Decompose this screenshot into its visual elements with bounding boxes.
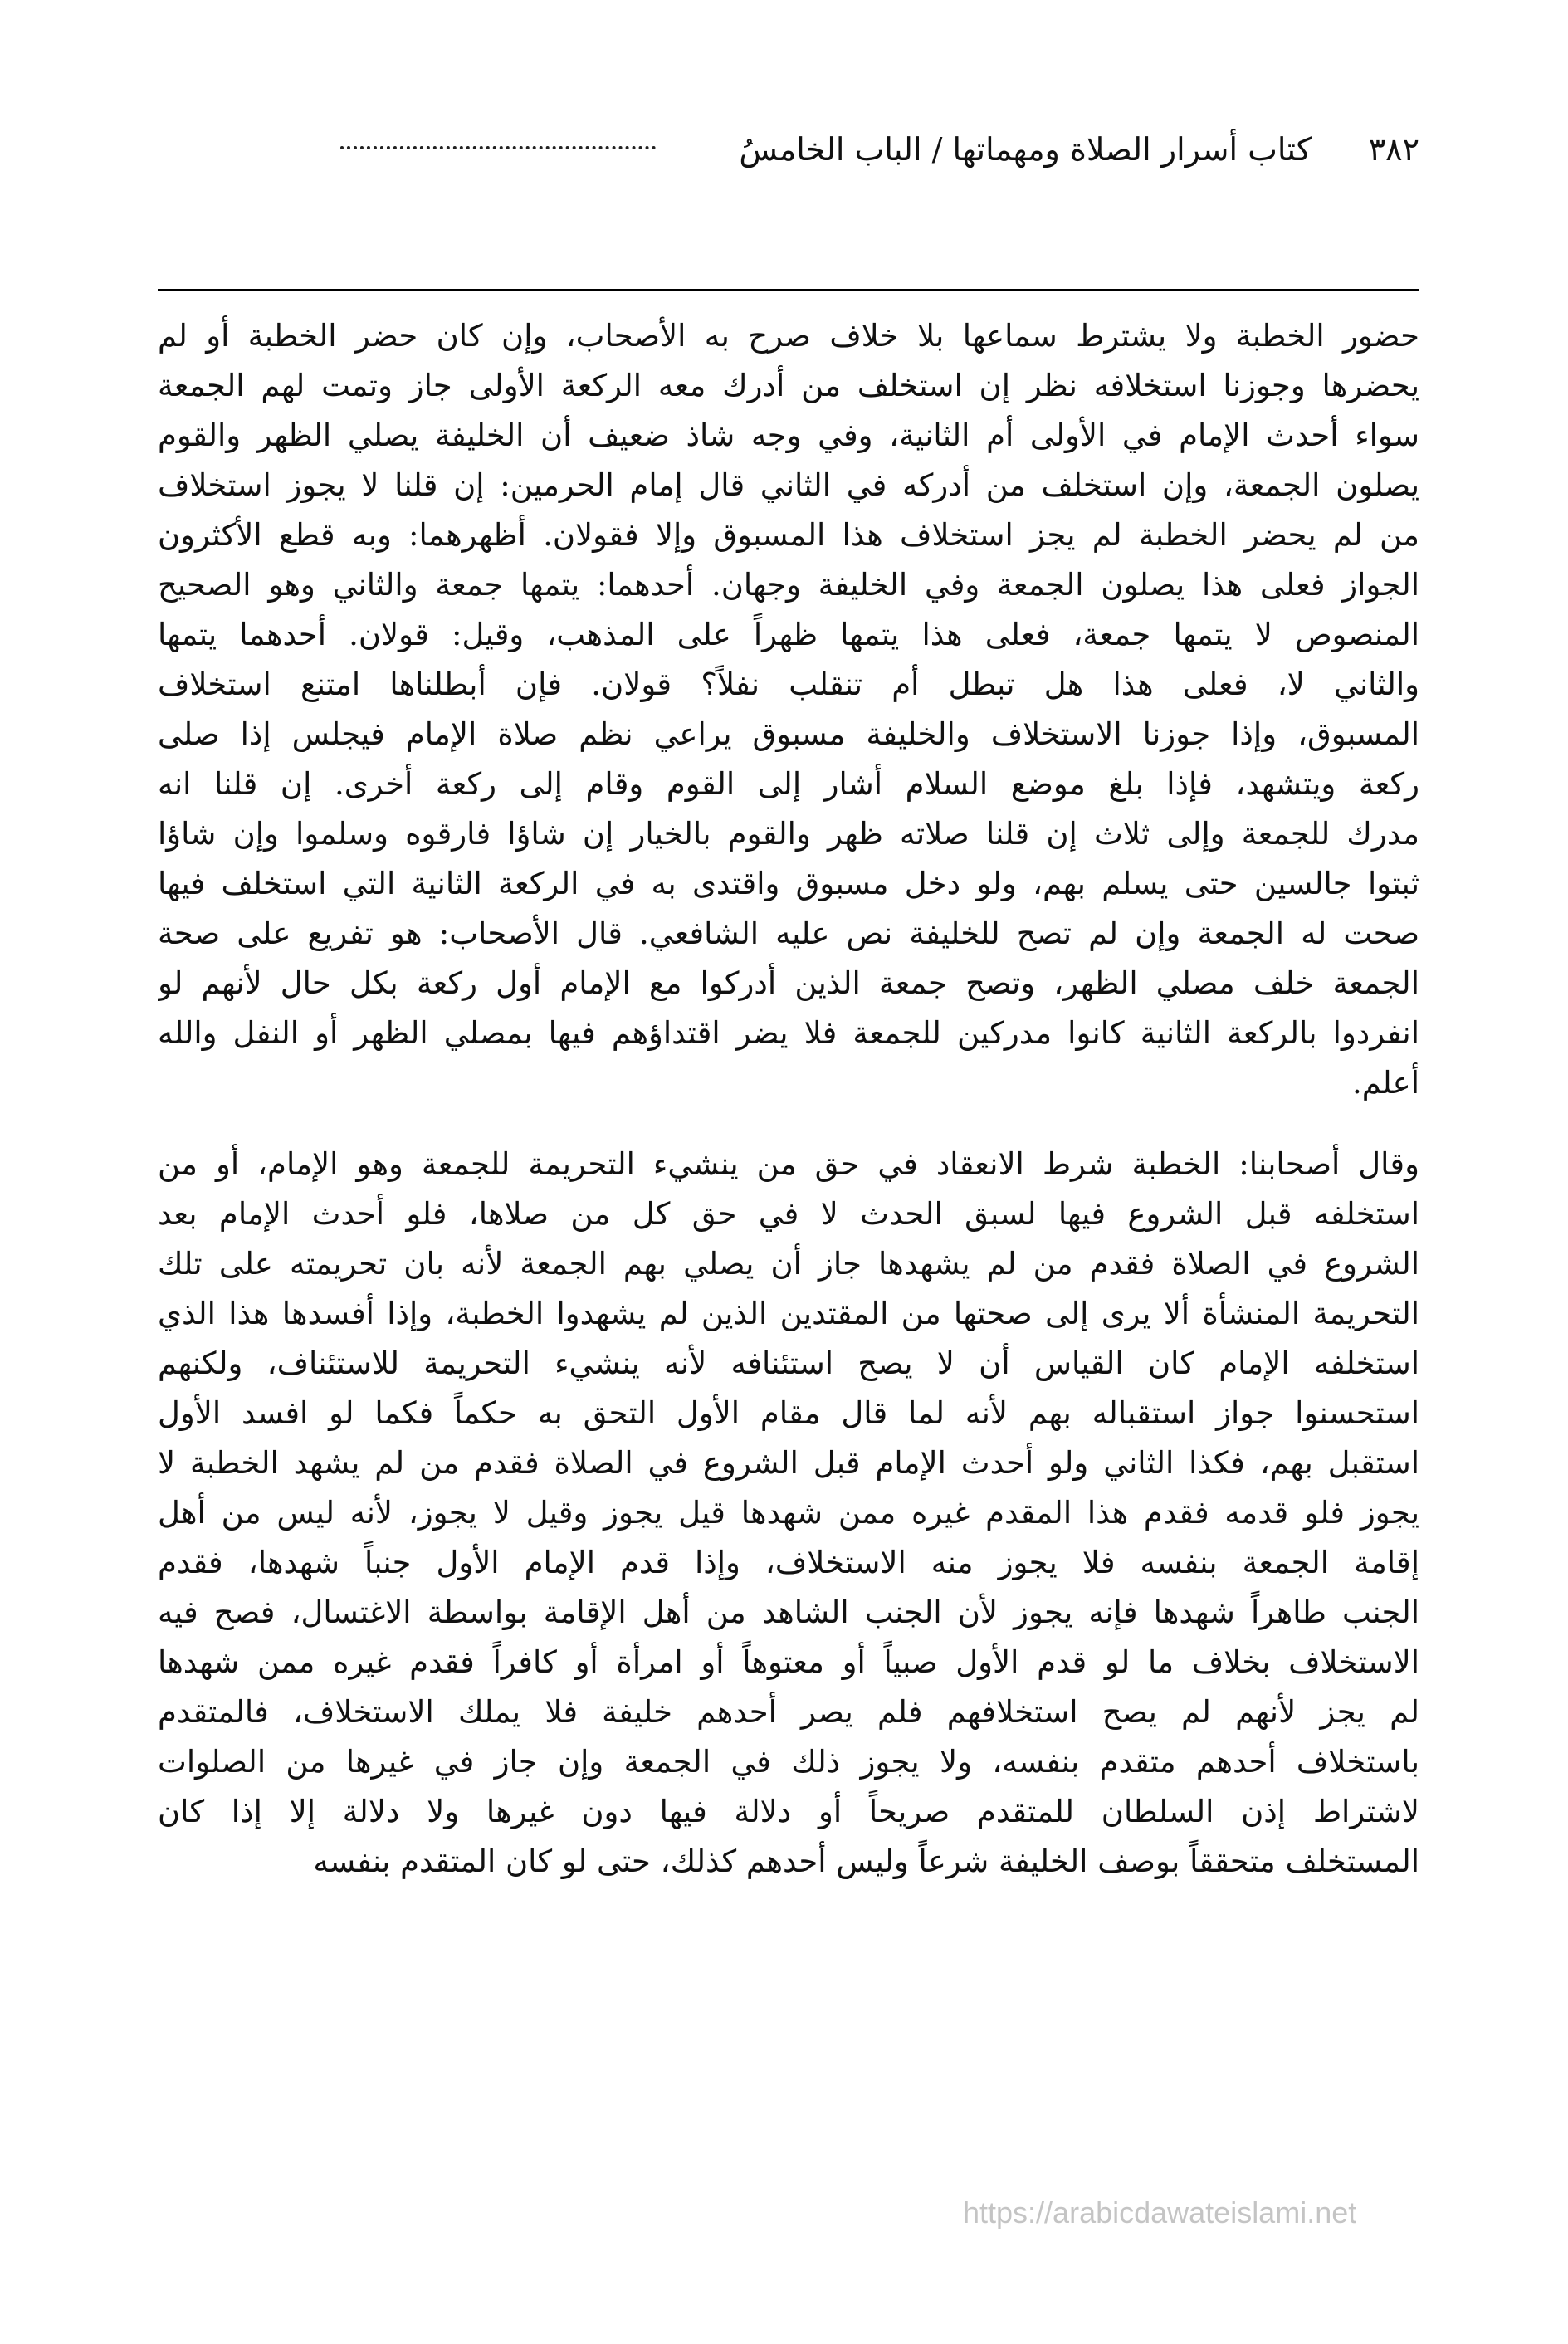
running-title: كتاب أسرار الصلاة ومهماتها / الباب الخامسُ (739, 131, 1312, 168)
text-line: استقبل بهم، فكذا الثاني ولو أحدث الإمام قبل الشروع في الصلاة فقدم من لم يشهد الخطبة لا (158, 1445, 1419, 1481)
page-header (158, 125, 1419, 174)
text-line: المسبوق، وإذا جوزنا الاستخلاف والخليفة مسبوق يراعي نظم صلاة الإمام فيجلس إذا صلى (158, 716, 1419, 752)
text-line: الجواز فعلى هذا يصلون الجمعة وفي الخليفة وجهان. أحدهما: يتمها جمعة والثاني وهو الصحيح (158, 567, 1419, 603)
text-line: وقال أصحابنا: الخطبة شرط الانعقاد في حق من ينشيء التحريمة للجمعة وهو الإمام، أو من (158, 1146, 1419, 1182)
body-text (158, 311, 1419, 1887)
text-line: حضور الخطبة ولا يشترط سماعها بلا خلاف صرح به الأصحاب، وإن كان حضر الخطبة أو لم (158, 318, 1419, 354)
text-line: المنصوص لا يتمها جمعة، فعلى هذا يتمها ظهراً على المذهب، وقيل: قولان. أحدهما يتمها (158, 617, 1419, 652)
text-line: ثبتوا جالسين حتى يسلم بهم، ولو دخل مسبوق واقتدى به في الركعة الثانية التي استخلف فيها (158, 866, 1419, 901)
text-line: يحضرها وجوزنا استخلافه نظر إن استخلف من أدرك معه الركعة الأولى جاز وتمت لهم الجمعة (158, 368, 1419, 403)
text-line: المستخلف متحققاً بوصف الخليفة شرعاً وليس أحدهم كذلك، حتى لو كان المتقدم بنفسه (313, 1843, 1419, 1879)
text-line: مدرك للجمعة وإلى ثلاث إن قلنا صلاته ظهر والقوم بالخيار إن شاؤا فارقوه وسلموا وإن شاؤا (158, 816, 1419, 852)
text-line: لاشتراط إذن السلطان للمتقدم صريحاً أو دلالة فيها دون غيرها ولا دلالة إلا إذا كان (158, 1794, 1419, 1829)
text-line: صحت له الجمعة وإن لم تصح للخليفة نص عليه الشافعي. قال الأصحاب: هو تفريع على صحة (158, 916, 1419, 951)
paragraph (158, 311, 1419, 1108)
text-line: استحسنوا جواز استقباله بهم لأنه لما قال مقام الأول التحق به حكماً فكما لو افسد الأول (158, 1395, 1419, 1431)
text-line: باستخلاف أحدهم متقدم بنفسه، ولا يجوز ذلك في الجمعة وإن جاز في غيرها من الصلوات (158, 1744, 1419, 1780)
text-line: ركعة ويتشهد، فإذا بلغ موضع السلام أشار إلى القوم وقام إلى ركعة أخرى. إن قلنا انه (158, 766, 1419, 802)
text-line: أعلم. (1352, 1065, 1419, 1101)
text-line: سواء أحدث الإمام في الأولى أم الثانية، وفي وجه شاذ ضعيف أن الخليفة يصلي الظهر والقوم (158, 418, 1419, 453)
text-line: إقامة الجمعة بنفسه فلا يجوز منه الاستخلاف، وإذا قدم الإمام الأول جنباً شهدها، فقدم (158, 1545, 1419, 1580)
text-line: يجوز فلو قدمه فقدم هذا المقدم غيره ممن شهدها قيل يجوز وقيل لا يجوز، لأنه ليس من أهل (158, 1495, 1419, 1531)
text-line: يصلون الجمعة، وإن استخلف من أدركه في الثاني قال إمام الحرمين: إن قلنا لا يجوز استخلاف (158, 467, 1419, 503)
watermark-url: https://arabicdawateislami.net (963, 2195, 1357, 2229)
text-line: انفردوا بالركعة الثانية كانوا مدركين للجمعة فلا يضر اقتداؤهم فيها بمصلي الظهر أو النفل والله (158, 1015, 1419, 1051)
text-line: من لم يحضر الخطبة لم يجز استخلاف هذا المسبوق وإلا فقولان. أظهرهما: وبه قطع الأكثرون (158, 517, 1419, 553)
text-line: لم يجز لأنهم لم يصح استخلافهم فلم يصر أحدهم خليفة فلا يملك الاستخلاف، فالمتقدم (158, 1694, 1419, 1730)
text-line: استخلفه الإمام كان القياس أن لا يصح استئنافه لأنه ينشيء التحريمة للاستئناف، ولكنهم (158, 1345, 1419, 1381)
text-line: التحريمة المنشأة ألا يرى إلى صحتها من المقتدين الذين لم يشهدوا الخطبة، وإذا أفسدها هذا الذي (158, 1296, 1419, 1331)
paragraph (158, 1140, 1419, 1887)
text-line: والثاني لا، فعلى هذا هل تبطل أم تنقلب نفلاً؟ قولان. فإن أبطلناها امتنع استخلاف (158, 667, 1419, 702)
text-line: الاستخلاف بخلاف ما لو قدم الأول صبياً أو معتوهاً أو امرأة أو كافراً فقدم غيره ممن شهدها (158, 1644, 1419, 1680)
text-line: الجنب طاهراً شهدها فإنه يجوز لأن الجنب الشاهد من أهل الإقامة بواسطة الاغتسال، فصح فيه (158, 1594, 1419, 1630)
text-line: الجمعة خلف مصلي الظهر، وتصح جمعة الذين أدركوا مع الإمام أول ركعة بكل حال لأنهم لو (158, 965, 1419, 1001)
text-line: الشروع في الصلاة فقدم من لم يشهدها جاز أن يصلي بهم الجمعة لأنه بان تحريمته على تلك (158, 1246, 1419, 1282)
paragraph-gap (158, 1108, 1419, 1140)
page-number: ٣٨٢ (1368, 131, 1419, 168)
header-dot-leader (340, 146, 656, 149)
text-line: استخلفه قبل الشروع فيها لسبق الحدث لا في حق كل من صلاها، فلو أحدث الإمام بعد (158, 1196, 1419, 1232)
header-rule (158, 289, 1419, 291)
